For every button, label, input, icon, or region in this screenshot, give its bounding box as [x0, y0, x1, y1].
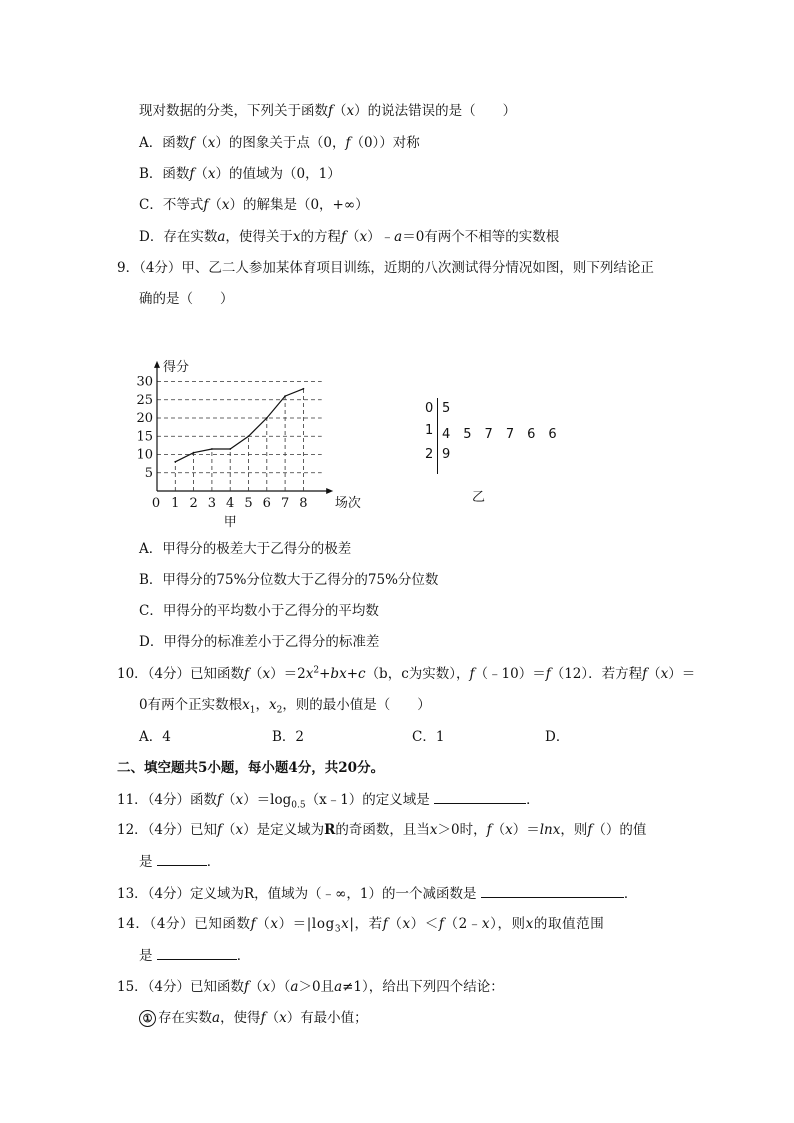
- y-tick-label-25: 25: [136, 392, 153, 408]
- q15-item-1: ① 存在实数a，使得f（x）有最小值；: [139, 1009, 368, 1027]
- q9-line2: 确的是（ ）: [139, 291, 234, 307]
- x-axis-arrow: [326, 488, 333, 494]
- q8-option-a: A．函数f（x）的图象关于点（0，f（0））对称: [139, 135, 420, 151]
- y-tick-label-5: 5: [144, 465, 153, 481]
- q12-line1: 12．（4分）已知f（x）是定义域为R的奇函数，且当x＞0时，f（x）＝lnx，则f（）的值: [117, 822, 647, 838]
- data-point-3: [211, 448, 213, 450]
- data-point-5: [248, 435, 250, 437]
- q8-option-c: C．不等式f（x）的解集是（0，+∞）: [139, 197, 369, 213]
- x-tick-label-8: 8: [299, 496, 308, 511]
- section-2-heading: 二、填空题共5小题，每小题4分，共20分。: [117, 760, 385, 776]
- q13-answer-blank[interactable]: [481, 884, 624, 898]
- leaves-1: 4 5 7 7 6 6: [442, 427, 557, 442]
- q14-line2: 是 ．: [139, 948, 251, 964]
- x-axis-label: 场次: [334, 496, 361, 511]
- q9-option-c: C．甲得分的平均数小于乙得分的平均数: [139, 603, 379, 619]
- q8-option-b: B．函数f（x）的值域为（0，1）: [139, 166, 341, 182]
- q15-line1: 15．（4分）已知函数f（x）（a＞0且a≠1），给出下列四个结论：: [117, 979, 504, 995]
- q8-stem: 现对数据的分类，下列关于函数f（x）的说法错误的是（ ）: [139, 103, 517, 119]
- chart-title: 甲: [223, 515, 237, 530]
- stem-leaf-label: 乙: [472, 490, 486, 505]
- y-axis-arrow: [154, 361, 160, 368]
- q11-answer-blank[interactable]: [434, 790, 526, 804]
- q10-line1: 10．（4分）已知函数$f(x)=2x^2+bx+c(b$，c为实数），f（﹣10）＝f（12）．若方程f（x）＝: [117, 665, 696, 682]
- data-point-6: [266, 417, 268, 419]
- q13: 13．（4分）定义域为R，值域为（﹣∞，1）的一个减函数是 ．: [117, 886, 638, 902]
- q9-line1: 9．（4分）甲、乙二人参加某体育项目训练，近期的八次测试得分情况如图，则下列结论正: [117, 260, 654, 276]
- x-tick-label-4: 4: [226, 496, 235, 511]
- x-tick-label-2: 2: [189, 496, 198, 511]
- data-point-4: [229, 448, 231, 450]
- leaves-0: 5: [442, 401, 451, 416]
- data-point-1: [174, 461, 176, 463]
- q9-option-d: D．甲得分的标准差小于乙得分的标准差: [139, 634, 380, 650]
- y-tick-label-15: 15: [136, 429, 153, 445]
- q9-option-a: A．甲得分的极差大于乙得分的极差: [139, 541, 352, 557]
- q10-option-b: B．2: [272, 729, 305, 745]
- stem-0: 0: [425, 401, 434, 416]
- q10-line2: 0有两个正实数根$x_1$，$x_2$，则的最小值是（ ）: [139, 697, 431, 716]
- q14-answer-blank[interactable]: [157, 946, 237, 960]
- series-line: [175, 389, 303, 462]
- stem-leaf-divider: [437, 398, 438, 474]
- data-point-8: [303, 388, 305, 390]
- q12-line2: 是 ．: [139, 854, 221, 870]
- x-tick-label-7: 7: [280, 496, 290, 511]
- q10-option-c: C．1: [412, 729, 445, 745]
- q12-answer-blank[interactable]: [157, 852, 207, 866]
- y-tick-label-20: 20: [136, 411, 153, 426]
- y-tick-label-30: 30: [136, 374, 153, 390]
- item-number-circle: ①: [139, 1010, 156, 1027]
- x-tick-label-6: 6: [262, 496, 271, 511]
- stem-1: 1: [425, 423, 434, 438]
- x-tick-label-1: 1: [171, 496, 180, 511]
- q10-option-a: A．4: [139, 729, 171, 745]
- q9-option-b: B．甲得分的75%分位数大于乙得分的75%分位数: [139, 572, 439, 588]
- data-point-2: [193, 452, 195, 454]
- q11: 11．（4分）函数$f(x)=\log_{0.5}(x﹣1)$的定义域是 ．: [117, 792, 540, 811]
- stem-2: 2: [425, 447, 434, 462]
- y-axis-label: 得分: [163, 359, 190, 375]
- data-point-7: [284, 395, 286, 397]
- x-tick-label-3: 3: [207, 496, 217, 511]
- x-tick-label-0: 0: [151, 496, 161, 511]
- q14-line1: 14．（4分）已知函数$f(x)=|\log_3x|$，若f（x）＜f（2﹣x），则x的取值范围: [117, 916, 605, 935]
- q8-option-d: D．存在实数a，使得关于x的方程f（x）﹣a＝0有两个不相等的实数根: [139, 229, 560, 245]
- y-tick-label-10: 10: [136, 447, 153, 463]
- x-tick-label-5: 5: [244, 496, 253, 511]
- q10-option-d: D．: [545, 729, 570, 745]
- leaves-2: 9: [442, 447, 451, 462]
